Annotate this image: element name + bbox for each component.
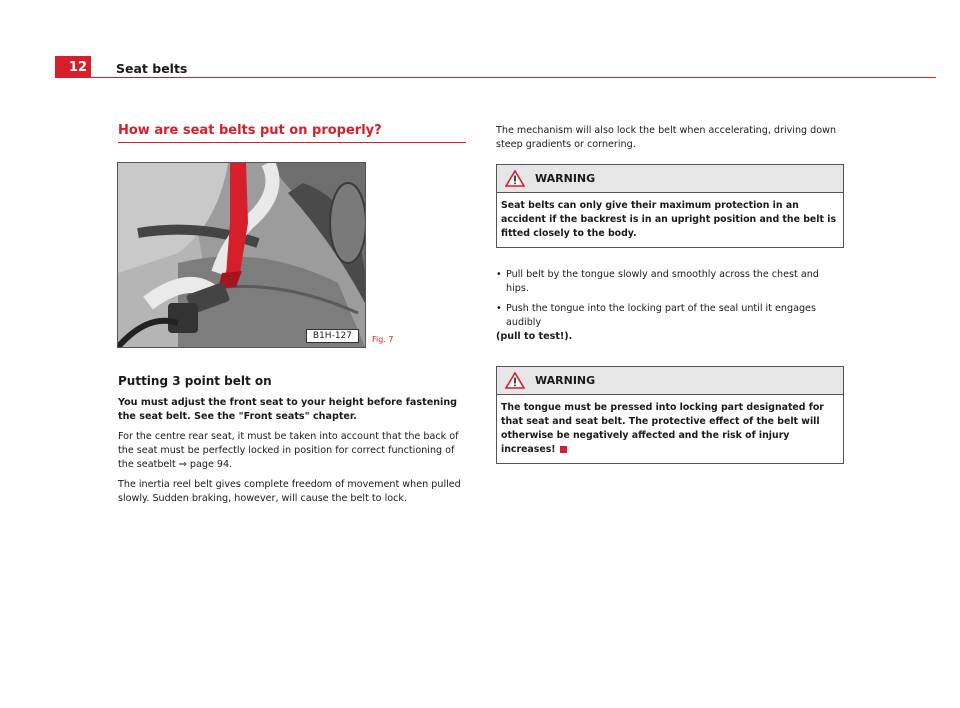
warning-box-2	[496, 366, 844, 464]
inertia-reel-para: The inertia reel belt gives complete freedom of movement when pulled slowly. Sudden braking, however, will cause the belt to lock.	[118, 479, 461, 504]
end-of-section-icon	[560, 446, 567, 453]
warning-header	[497, 165, 843, 193]
adjust-seat-note: You must adjust the front seat to your height before fastening the seat belt. See the "Front seats" chapter.	[118, 397, 458, 422]
page-number: 12	[55, 56, 91, 78]
figure-code: B1H-127	[306, 329, 359, 343]
right-column	[496, 124, 844, 464]
centre-rear-seat-para: For the centre rear seat, it must be taken into account that the back of the seat must be perfectly locked in position for correct functioning of the seatbelt ⇒ page 94.	[118, 431, 459, 470]
warning-triangle-icon	[505, 170, 525, 187]
warning-text-content: The tongue must be pressed into locking part designated for that seat and seat belt. The protective effect of the belt will otherwise be negatively affected and the risk of injury increases!	[501, 402, 824, 455]
warning-text: Seat belts can only give their maximum protection in an accident if the backrest is in an upright position and the belt is fitted closely to the body.	[501, 200, 837, 239]
seat-belt-figure	[117, 162, 366, 348]
seat-belt-illustration	[118, 163, 365, 347]
subheading: Putting 3 point belt on	[118, 374, 272, 388]
warning-box-1	[496, 164, 844, 248]
warning-label: WARNING	[535, 172, 596, 185]
warning-text	[497, 395, 843, 463]
left-column	[118, 374, 468, 512]
mechanism-para: The mechanism will also lock the belt when accelerating, driving down steep gradients or cornering.	[496, 125, 837, 150]
figure-caption: Fig. 7	[372, 335, 394, 344]
warning-label: WARNING	[535, 374, 596, 387]
section-heading: How are seat belts put on properly?	[118, 123, 382, 138]
section-rule	[118, 142, 466, 143]
chapter-title: Seat belts	[116, 61, 188, 76]
pull-to-test: (pull to test!).	[496, 331, 573, 342]
bullet-pull-belt: • Pull belt by the tongue slowly and smoothly across the chest and hips.	[496, 268, 844, 296]
header-rule	[91, 77, 936, 78]
warning-triangle-icon	[505, 372, 525, 389]
bullet-push-tongue: • Push the tongue into the locking part of the seal until it engages audibly	[496, 302, 844, 330]
warning-header	[497, 367, 843, 395]
